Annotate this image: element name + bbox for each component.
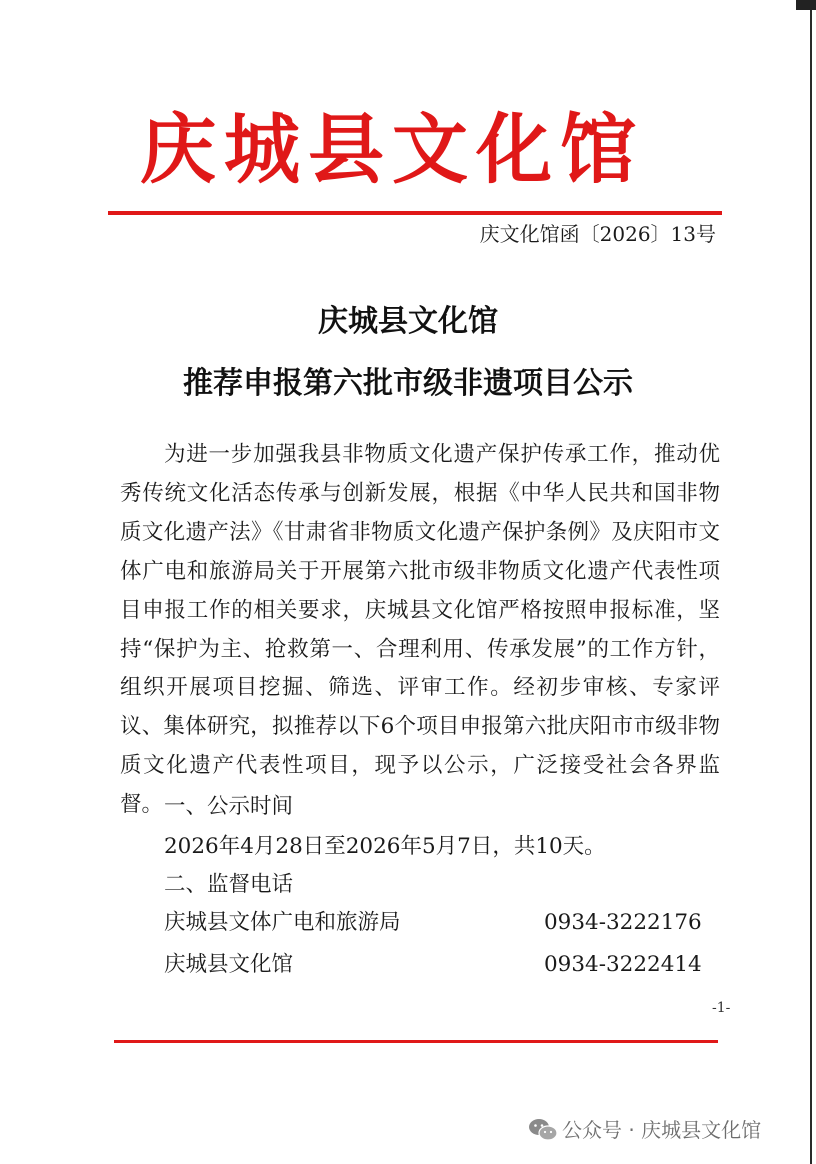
section1-heading: 一、公示时间 bbox=[164, 794, 294, 819]
scan-corner bbox=[796, 0, 816, 10]
watermark-text: 公众号 · 庆城县文化馆 bbox=[562, 1118, 762, 1142]
footer-red-rule bbox=[114, 1040, 718, 1043]
body-paragraph: 为进一步加强我县非物质文化遗产保护传承工作，推动优秀传统文化活态传承与创新发展，根据《中华人民共和国非物质文化遗产法》《甘肃省非物质文化遗产保护条例》及庆阳市文体广电和旅游局关于开展第六批市级非物质文化遗产代表性项目申报工作的相关要求，庆城县文化馆严格按照申报标准，坚持“保护为主、抢救第一、合理利用、传承发展”的工作方针，组织开展项目挖掘、筛选、评审工作。经初步审核、专家评议、集体研究，拟推荐以下6个项目申报第六批庆阳市市级非物质文化遗产代表性项目，现予以公示，广泛接受社会各界监督。 bbox=[120, 442, 720, 818]
contact-phone: 0934-3222176 bbox=[544, 910, 702, 935]
page-number: -1- bbox=[712, 1000, 731, 1016]
wechat-icon bbox=[528, 1118, 558, 1142]
notice-title-line2: 推荐申报第六批市级非遗项目公示 bbox=[183, 366, 633, 401]
notice-title-line1: 庆城县文化馆 bbox=[318, 304, 498, 339]
contact-org: 庆城县文化馆 bbox=[164, 952, 294, 977]
document-number: 庆文化馆函〔2026〕13号 bbox=[479, 222, 716, 246]
letterhead-title: 庆城县文化馆 bbox=[140, 105, 644, 194]
letterhead-red-rule bbox=[108, 211, 722, 215]
scan-edge bbox=[810, 0, 812, 1164]
contact-org: 庆城县文体广电和旅游局 bbox=[164, 910, 401, 935]
contact-phone: 0934-3222414 bbox=[544, 952, 702, 977]
section1-text: 2026年4月28日至2026年5月7日，共10天。 bbox=[164, 834, 606, 859]
section2-heading: 二、监督电话 bbox=[164, 872, 294, 897]
